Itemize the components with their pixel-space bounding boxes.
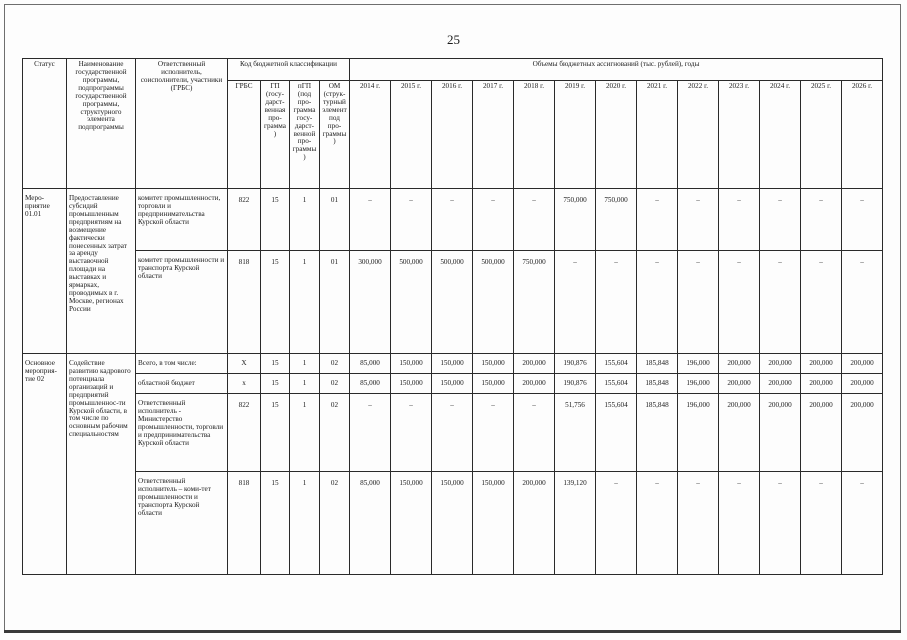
header-budget-group: Объемы бюджетных ассигнований (тыс. рублей), годы — [350, 59, 883, 81]
row-value: 155,604 — [596, 354, 637, 374]
row-pgp: 1 — [290, 374, 320, 394]
row-grbs: 818 — [228, 472, 261, 575]
row-value: – — [760, 189, 801, 251]
table-row — [23, 251, 883, 354]
row-value: 150,000 — [432, 472, 473, 575]
header-year: 2018 г. — [514, 81, 555, 189]
row-pgp: 1 — [290, 472, 320, 575]
row-value: – — [801, 189, 842, 251]
row-value: – — [514, 189, 555, 251]
row-pgp: 1 — [290, 251, 320, 354]
row-value: – — [678, 189, 719, 251]
header-year: 2025 г. — [801, 81, 842, 189]
row-pgp: 1 — [290, 394, 320, 472]
row-executor: Ответственный исполнитель – коми-тет промышленности и транспорта Курской области — [136, 472, 228, 575]
row-value: 200,000 — [801, 374, 842, 394]
row-om: 01 — [320, 251, 350, 354]
row-value: – — [637, 251, 678, 354]
row-value: 750,000 — [596, 189, 637, 251]
row-value: 150,000 — [391, 374, 432, 394]
header-pgp: пГП (под про-грамма госу-дарст-венной про-граммы) — [290, 81, 320, 189]
row-value: – — [350, 394, 391, 472]
row-value: 200,000 — [842, 374, 883, 394]
row-om: 02 — [320, 374, 350, 394]
page-number: 25 — [447, 32, 460, 47]
row-value: 200,000 — [760, 394, 801, 472]
row-value: 185,848 — [637, 394, 678, 472]
table-row — [23, 374, 883, 394]
row-om: 02 — [320, 394, 350, 472]
row-om: 02 — [320, 354, 350, 374]
row-value: 185,848 — [637, 354, 678, 374]
row-value: 190,876 — [555, 354, 596, 374]
row-value: – — [842, 189, 883, 251]
header-year: 2017 г. — [473, 81, 514, 189]
row-value: 150,000 — [473, 354, 514, 374]
table-row — [23, 472, 883, 575]
row-value: 200,000 — [801, 394, 842, 472]
row-value: – — [801, 251, 842, 354]
row-value: 750,000 — [514, 251, 555, 354]
row-executor: Всего, в том числе: — [136, 354, 228, 374]
row-value: 500,000 — [391, 251, 432, 354]
row-gp: 15 — [261, 354, 290, 374]
row-value: – — [555, 251, 596, 354]
row-value: 190,876 — [555, 374, 596, 394]
row-value: 200,000 — [719, 374, 760, 394]
row-value: 200,000 — [514, 354, 555, 374]
budget-table — [22, 58, 883, 575]
row-value: – — [637, 472, 678, 575]
row-value: 200,000 — [760, 354, 801, 374]
row-grbs: Х — [228, 354, 261, 374]
row-value: 200,000 — [760, 374, 801, 394]
header-executor: Ответственный исполнитель, соисполнители, участники (ГРБС) — [136, 59, 228, 189]
row-value: 85,000 — [350, 472, 391, 575]
row-grbs: 818 — [228, 251, 261, 354]
row-value: 150,000 — [432, 374, 473, 394]
row-status: Основное мероприя-тие 02 — [23, 354, 67, 575]
row-om: 01 — [320, 189, 350, 251]
header-om: ОМ (струк-турный элемент под про-граммы) — [320, 81, 350, 189]
row-om: 02 — [320, 472, 350, 575]
row-gp: 15 — [261, 394, 290, 472]
row-value: 300,000 — [350, 251, 391, 354]
header-year: 2014 г. — [350, 81, 391, 189]
row-value: 196,000 — [678, 394, 719, 472]
header-year: 2016 г. — [432, 81, 473, 189]
row-value: 150,000 — [391, 472, 432, 575]
row-value: 200,000 — [719, 394, 760, 472]
row-status: Меро-приятие 01.01 — [23, 189, 67, 354]
row-value: – — [473, 189, 514, 251]
row-value: – — [719, 189, 760, 251]
row-value: – — [719, 251, 760, 354]
row-value: 500,000 — [473, 251, 514, 354]
row-value: 155,604 — [596, 394, 637, 472]
row-value: 51,756 — [555, 394, 596, 472]
row-gp: 15 — [261, 189, 290, 251]
row-pgp: 1 — [290, 354, 320, 374]
row-gp: 15 — [261, 374, 290, 394]
row-value: – — [678, 251, 719, 354]
row-value: – — [842, 251, 883, 354]
row-name: Предоставление субсидий промышленным предприятиям на возмещение фактически понесенных затрат за аренду выставочной площади на выставках и ярмарках, проводимых в г. Москве, регионах России — [67, 189, 136, 354]
row-value: 750,000 — [555, 189, 596, 251]
page-frame-bottom-edge — [4, 630, 901, 633]
row-value: 139,120 — [555, 472, 596, 575]
row-value: 196,000 — [678, 354, 719, 374]
row-value: 200,000 — [842, 354, 883, 374]
row-value: 150,000 — [432, 354, 473, 374]
row-value: – — [842, 472, 883, 575]
row-value: – — [719, 472, 760, 575]
row-value: – — [760, 251, 801, 354]
row-value: – — [391, 394, 432, 472]
row-executor: Ответственный исполнитель - Министерство промышленности, торговли и предпринимательства Курской области — [136, 394, 228, 472]
row-value: 200,000 — [514, 374, 555, 394]
row-value: – — [473, 394, 514, 472]
row-value: 150,000 — [473, 472, 514, 575]
row-value: 85,000 — [350, 354, 391, 374]
header-year: 2023 г. — [719, 81, 760, 189]
table-row — [23, 394, 883, 472]
header-year: 2026 г. — [842, 81, 883, 189]
header-year: 2024 г. — [760, 81, 801, 189]
table-row — [23, 189, 883, 251]
header-year: 2022 г. — [678, 81, 719, 189]
row-value: 200,000 — [514, 472, 555, 575]
row-executor: комитет промышленности и транспорта Курской области — [136, 251, 228, 354]
header-year: 2019 г. — [555, 81, 596, 189]
header-year: 2015 г. — [391, 81, 432, 189]
table-row — [23, 354, 883, 374]
row-value: – — [432, 394, 473, 472]
row-value: – — [514, 394, 555, 472]
header-status: Статус — [23, 59, 67, 189]
row-value: – — [432, 189, 473, 251]
row-value: – — [391, 189, 432, 251]
row-value: 500,000 — [432, 251, 473, 354]
row-grbs: х — [228, 374, 261, 394]
row-value: 85,000 — [350, 374, 391, 394]
row-executor: комитет промышленности, торговли и предпринимательства Курской области — [136, 189, 228, 251]
row-value: – — [760, 472, 801, 575]
row-value: 200,000 — [801, 354, 842, 374]
row-executor: областной бюджет — [136, 374, 228, 394]
row-value: 196,000 — [678, 374, 719, 394]
header-year: 2021 г. — [637, 81, 678, 189]
row-gp: 15 — [261, 472, 290, 575]
row-value: – — [350, 189, 391, 251]
header-name: Наименование государственной программы, подпрограммы государственной программы, структурного элемента подпрограммы — [67, 59, 136, 189]
row-grbs: 822 — [228, 394, 261, 472]
row-gp: 15 — [261, 251, 290, 354]
row-value: – — [596, 251, 637, 354]
row-value: – — [801, 472, 842, 575]
row-value: – — [596, 472, 637, 575]
row-value: 200,000 — [719, 354, 760, 374]
header-code-group: Код бюджетной классификации — [228, 59, 350, 81]
row-value: – — [637, 189, 678, 251]
header-gp: ГП (госу-дарст-венная про-грамма) — [261, 81, 290, 189]
row-pgp: 1 — [290, 189, 320, 251]
header-row-top — [23, 59, 883, 81]
row-value: 150,000 — [391, 354, 432, 374]
row-value: 185,848 — [637, 374, 678, 394]
row-name: Содействие развитию кадрового потенциала организаций и предприятий промышленнос-ти Курской области, в том числе по основным рабочим специальностям — [67, 354, 136, 575]
row-value: 150,000 — [473, 374, 514, 394]
row-value: – — [678, 472, 719, 575]
row-value: 200,000 — [842, 394, 883, 472]
header-grbs: ГРБС — [228, 81, 261, 189]
row-grbs: 822 — [228, 189, 261, 251]
header-year: 2020 г. — [596, 81, 637, 189]
row-value: 155,604 — [596, 374, 637, 394]
